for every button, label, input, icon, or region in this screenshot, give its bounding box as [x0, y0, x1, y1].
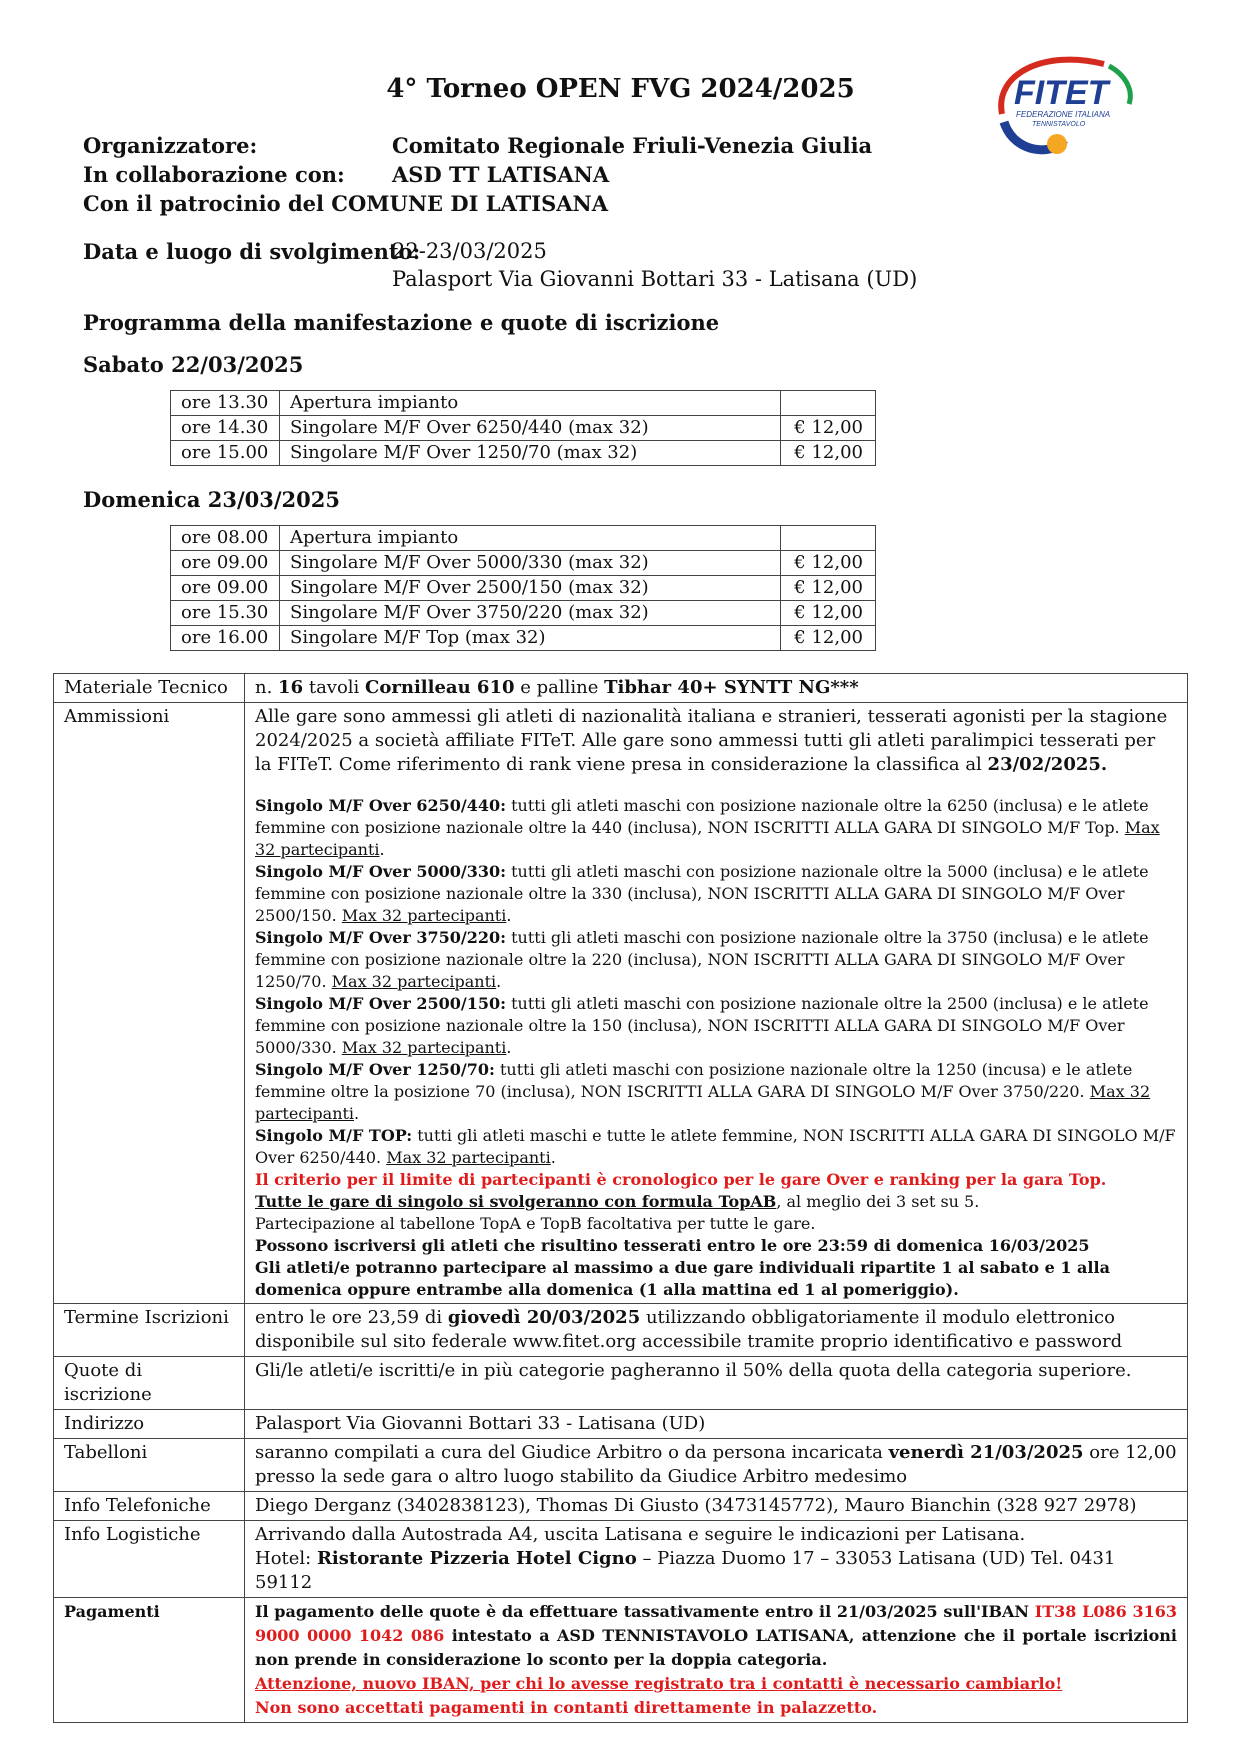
patronage-line: Con il patrocinio del COMUNE DI LATISANA — [83, 191, 609, 216]
schedule-row — [171, 576, 876, 601]
schedule-time: ore 15.00 — [171, 441, 280, 466]
schedule-description: Apertura impianto — [280, 391, 781, 416]
event-place: Palasport Via Giovanni Bottari 33 - Latisana (UD) — [392, 267, 918, 291]
schedule-row — [171, 601, 876, 626]
collaboration-label: In collaborazione con: — [83, 162, 345, 187]
category-max: Max 32 partecipanti — [341, 906, 507, 925]
schedule-row — [171, 441, 876, 466]
category-max: Max 32 partecipanti — [331, 972, 497, 991]
schedule-time: ore 13.30 — [171, 391, 280, 416]
category-item: Singolo M/F TOP: tutti gli atleti maschi e tutte le atlete femmine, NON ISCRITTI ALLA GARA DI SINGOLO M/F Over 6250/440. Max 32 partecipanti. — [255, 1126, 1176, 1167]
sunday-heading: Domenica 23/03/2025 — [83, 487, 340, 512]
criterio-text: Il criterio per il limite di partecipanti è cronologico per le gare Over e ranking per la gara Top. — [255, 1170, 1107, 1189]
category-text: tutti gli atleti maschi con posizione nazionale oltre la 5000 (inclusa) e le atlete femmine con posizione nazionale oltre la 330 (inclusa), NON ISCRITTI ALLA GARA DI SINGOLO M/F Over 2500/150. — [255, 862, 1149, 925]
schedule-price — [781, 391, 876, 416]
schedule-row — [171, 626, 876, 651]
schedule-row — [171, 391, 876, 416]
svg-text:FEDERAZIONE ITALIANA: FEDERAZIONE ITALIANA — [1016, 110, 1111, 119]
schedule-description: Singolare M/F Over 5000/330 (max 32) — [280, 551, 781, 576]
formula-rest: , al meglio dei 3 set su 5. — [776, 1192, 980, 1211]
category-text: tutti gli atleti maschi e tutte le atlete femmine, NON ISCRITTI ALLA GARA DI SINGOLO M/F Over 6250/440. — [255, 1126, 1176, 1167]
schedule-time: ore 14.30 — [171, 416, 280, 441]
schedule-time: ore 16.00 — [171, 626, 280, 651]
info-table — [53, 673, 1188, 1723]
info-tel-label: Info Telefoniche — [54, 1492, 245, 1521]
indirizzo-label: Indirizzo — [54, 1410, 245, 1439]
table-row — [54, 1410, 1188, 1439]
tabellone-text: Partecipazione al tabellone TopA e TopB facoltativa per tutte le gare. — [255, 1214, 816, 1233]
table-row — [54, 1492, 1188, 1521]
category-max: Max 32 partecipanti — [255, 1082, 1151, 1123]
organizer-value: Comitato Regionale Friuli-Venezia Giulia — [392, 133, 873, 158]
schedule-price: € 12,00 — [781, 601, 876, 626]
directions: Arrivando dalla Autostrada A4, uscita Latisana e seguire le indicazioni per Latisana. — [255, 1524, 1026, 1545]
schedule-price — [781, 526, 876, 551]
schedule-time: ore 08.00 — [171, 526, 280, 551]
table-row — [54, 1598, 1188, 1723]
info-log-value — [245, 1521, 1188, 1598]
schedule-row — [171, 526, 876, 551]
table-row — [54, 1357, 1188, 1410]
schedule-time: ore 09.00 — [171, 576, 280, 601]
category-item: Singolo M/F Over 2500/150: tutti gli atleti maschi con posizione nazionale oltre la 2500 (inclusa) e le atlete femmine con posizione nazionale oltre la 150 (inclusa), NON ISCRITTI ALLA GARA DI SINGOLO M/F Over 5000/330. Max 32 partecipanti. — [255, 994, 1149, 1057]
schedule-time: ore 09.00 — [171, 551, 280, 576]
quote-value: Gli/le atleti/e iscritti/e in più categorie pagheranno il 50% della quota della categoria superiore. — [245, 1357, 1188, 1410]
iban-warning: Attenzione, nuovo IBAN, per chi lo avesse registrato tra i contatti è necessario cambiarlo! — [255, 1674, 1063, 1693]
termine-label: Termine Iscrizioni — [54, 1304, 245, 1357]
materiale-value — [245, 674, 1188, 703]
saturday-heading: Sabato 22/03/2025 — [83, 352, 304, 377]
table-row — [54, 703, 1188, 1304]
table-row — [54, 1439, 1188, 1492]
text: Il pagamento delle quote è da effettuare tassativamente entro il 21/03/2025 sull'IBAN — [255, 1602, 1035, 1621]
hotel-label: Hotel: — [255, 1548, 317, 1569]
schedule-price: € 12,00 — [781, 416, 876, 441]
category-item: Singolo M/F Over 3750/220: tutti gli atleti maschi con posizione nazionale oltre la 3750 (inclusa) e le atlete femmine con posizione nazionale oltre la 220 (inclusa), NON ISCRITTI ALLA GARA DI SINGOLO M/F Over 1250/70. Max 32 partecipanti. — [255, 928, 1149, 991]
text: intestato a ASD TENNISTAVOLO LATISANA, attenzione che il portale iscrizioni non prende in considerazione lo sconto per la doppia categoria. — [255, 1626, 1178, 1669]
tabelloni-date: venerdì 21/03/2025 — [888, 1442, 1084, 1463]
text: saranno compilati a cura del Giudice Arbitro o da persona incaricata — [255, 1442, 889, 1463]
date-place-label: Data e luogo di svolgimento: — [83, 239, 421, 264]
category-list — [255, 795, 1177, 1169]
category-text: tutti gli atleti maschi con posizione nazionale oltre la 3750 (inclusa) e le atlete femmine con posizione nazionale oltre la 220 (inclusa), NON ISCRITTI ALLA GARA DI SINGOLO M/F Over 1250/70. — [255, 928, 1149, 991]
balls-brand: Tibhar 40+ SYNTT NG*** — [604, 677, 859, 698]
pagamenti-value — [245, 1598, 1188, 1723]
cash-warning: Non sono accettati pagamenti in contanti direttamente in palazzetto. — [255, 1698, 878, 1717]
category-text: tutti gli atleti maschi con posizione nazionale oltre la 1250 (incusa) e le atlete femmine oltre la posizione 70 (inclusa), NON ISCRITTI ALLA GARA DI SINGOLO M/F Over 3750/220. — [255, 1060, 1133, 1101]
tabelloni-label: Tabelloni — [54, 1439, 245, 1492]
schedule-description: Singolare M/F Over 3750/220 (max 32) — [280, 601, 781, 626]
page-title: 4° Torneo OPEN FVG 2024/2025 — [386, 74, 855, 104]
svg-text:FITET: FITET — [1014, 74, 1109, 112]
program-heading: Programma della manifestazione e quote di iscrizione — [83, 310, 720, 335]
info-tel-value: Diego Derganz (3402838123), Thomas Di Giusto (3473145772), Mauro Bianchin (328 927 2978) — [245, 1492, 1188, 1521]
schedule-price: € 12,00 — [781, 576, 876, 601]
text: tavoli — [303, 677, 366, 698]
quote-label: Quote di iscrizione — [54, 1357, 245, 1410]
category-name: Singolo M/F Over 2500/150: — [255, 994, 507, 1013]
table-row — [54, 674, 1188, 703]
category-item: Singolo M/F Over 5000/330: tutti gli atleti maschi con posizione nazionale oltre la 5000 (inclusa) e le atlete femmine con posizione nazionale oltre la 330 (inclusa), NON ISCRITTI ALLA GARA DI SINGOLO M/F Over 2500/150. Max 32 partecipanti. — [255, 862, 1149, 925]
tabelloni-value — [245, 1439, 1188, 1492]
text: ore 12,00 presso la sede gara o altro luogo stabilito da Giudice Arbitro medesimo — [255, 1442, 1177, 1487]
hotel-name: Ristorante Pizzeria Hotel Cigno — [316, 1548, 637, 1569]
ammissioni-intro: Alle gare sono ammessi gli atleti di nazionalità italiana e stranieri, tesserati agonisti per la stagione 2024/2025 a società affiliate FITeT. Alle gare sono ammessi tutti gli atleti paralimpici tesserati per la FITeT. Come riferimento di rank viene presa in considerazione la classifica al — [255, 706, 1168, 775]
text: n. — [255, 677, 279, 698]
info-log-label: Info Logistiche — [54, 1521, 245, 1598]
svg-text:TENNISTAVOLO: TENNISTAVOLO — [1032, 121, 1086, 128]
schedule-description: Singolare M/F Over 6250/440 (max 32) — [280, 416, 781, 441]
ranking-date: 23/02/2025. — [987, 754, 1108, 775]
max-gare-text: Gli atleti/e potranno partecipare al massimo a due gare individuali ripartite 1 al sabato e 1 alla domenica oppure entrambe alla domenica (1 alla mattina ed 1 al pomeriggio). — [255, 1258, 1110, 1299]
termine-value — [245, 1304, 1188, 1357]
category-item: Singolo M/F Over 1250/70: tutti gli atleti maschi con posizione nazionale oltre la 1250 (incusa) e le atlete femmine oltre la posizione 70 (inclusa), NON ISCRITTI ALLA GARA DI SINGOLO M/F Over 3750/220. Max 32 partecipanti. — [255, 1060, 1151, 1123]
category-max: Max 32 partecipanti — [255, 818, 1160, 859]
fitet-logo — [984, 44, 1144, 164]
category-max: Max 32 partecipanti — [341, 1038, 507, 1057]
table-row — [54, 1304, 1188, 1357]
collaboration-value: ASD TT LATISANA — [392, 162, 610, 187]
text: entro le ore 23,59 di — [255, 1307, 448, 1328]
category-max: Max 32 partecipanti — [386, 1148, 551, 1167]
schedule-price: € 12,00 — [781, 441, 876, 466]
schedule-description: Apertura impianto — [280, 526, 781, 551]
table-row — [54, 1521, 1188, 1598]
category-name: Singolo M/F Over 6250/440: — [255, 796, 507, 815]
schedule-description: Singolare M/F Over 1250/70 (max 32) — [280, 441, 781, 466]
hotel-address: – Piazza Duomo 17 – 33053 Latisana (UD) Tel. 0431 59112 — [255, 1548, 1116, 1593]
category-name: Singolo M/F Over 3750/220: — [255, 928, 507, 947]
text: utilizzando obbligatoriamente il modulo elettronico disponibile sul sito federale www.fitet.org accessibile tramite proprio identificativo e password — [255, 1307, 1123, 1352]
category-text: tutti gli atleti maschi con posizione nazionale oltre la 6250 (inclusa) e le atlete femmine con posizione nazionale oltre la 440 (inclusa), NON ISCRITTI ALLA GARA DI SINGOLO M/F Top. — [255, 796, 1149, 837]
formula-text: Tutte le gare di singolo si svolgeranno con formula TopAB — [255, 1192, 777, 1211]
saturday-schedule-table — [170, 390, 876, 466]
schedule-time: ore 15.30 — [171, 601, 280, 626]
pagamenti-label: Pagamenti — [54, 1598, 245, 1723]
indirizzo-value: Palasport Via Giovanni Bottari 33 - Latisana (UD) — [245, 1410, 1188, 1439]
deadline-date: giovedì 20/03/2025 — [447, 1307, 641, 1328]
category-name: Singolo M/F Over 1250/70: — [255, 1060, 495, 1079]
materiale-label: Materiale Tecnico — [54, 674, 245, 703]
ammissioni-value — [245, 703, 1188, 1304]
schedule-description: Singolare M/F Top (max 32) — [280, 626, 781, 651]
schedule-row — [171, 551, 876, 576]
category-name: Singolo M/F TOP: — [255, 1126, 413, 1145]
schedule-price: € 12,00 — [781, 626, 876, 651]
text: e palline — [514, 677, 605, 698]
ammissioni-label: Ammissioni — [54, 703, 245, 1304]
tables-count: 16 — [278, 677, 304, 698]
category-text: tutti gli atleti maschi con posizione nazionale oltre la 2500 (inclusa) e le atlete femmine con posizione nazionale oltre la 150 (inclusa), NON ISCRITTI ALLA GARA DI SINGOLO M/F Over 5000/330. — [255, 994, 1149, 1057]
organizer-label: Organizzatore: — [83, 133, 258, 158]
iban: IT38 L086 3163 9000 0000 1042 086 — [255, 1602, 1177, 1645]
iscrizione-text: Possono iscriversi gli atleti che risultino tesserati entro le ore 23:59 di domenica 16/03/2025 — [255, 1236, 1090, 1255]
tables-brand: Cornilleau 610 — [365, 677, 515, 698]
sunday-schedule-table — [170, 525, 876, 651]
category-item: Singolo M/F Over 6250/440: tutti gli atleti maschi con posizione nazionale oltre la 6250 (inclusa) e le atlete femmine con posizione nazionale oltre la 440 (inclusa), NON ISCRITTI ALLA GARA DI SINGOLO M/F Top. Max 32 partecipanti. — [255, 796, 1160, 859]
category-name: Singolo M/F Over 5000/330: — [255, 862, 507, 881]
schedule-price: € 12,00 — [781, 551, 876, 576]
event-date: 22-23/03/2025 — [392, 239, 547, 263]
schedule-row — [171, 416, 876, 441]
schedule-description: Singolare M/F Over 2500/150 (max 32) — [280, 576, 781, 601]
